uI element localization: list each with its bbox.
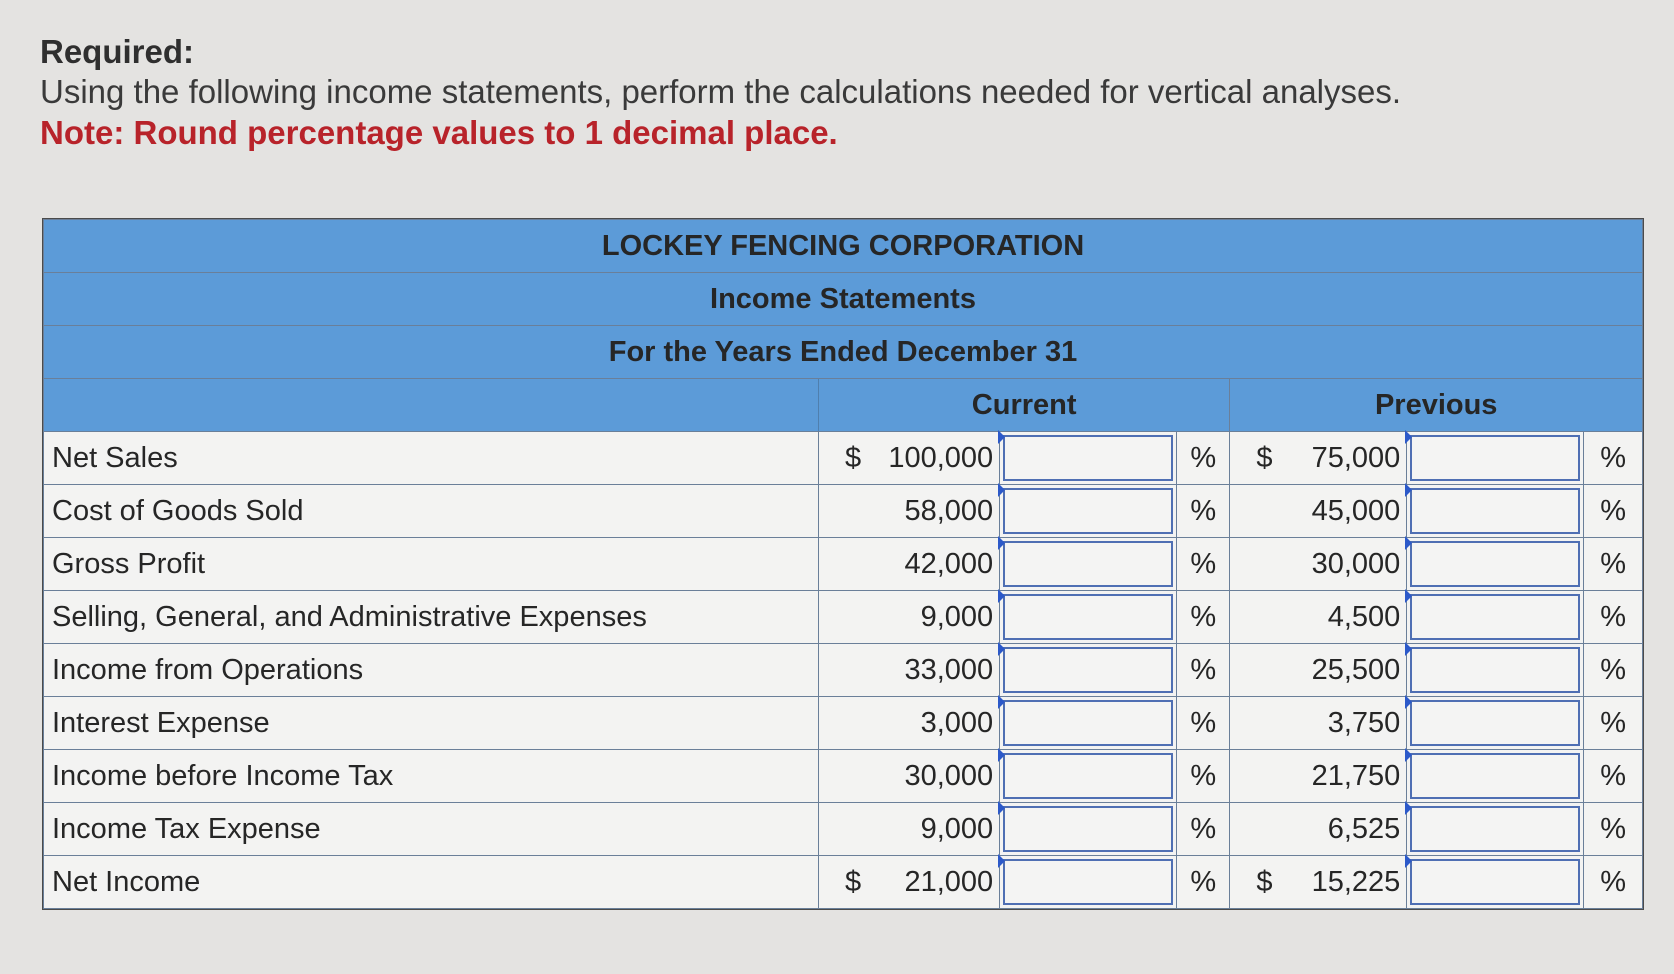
current-percent-input[interactable]	[1003, 541, 1173, 587]
previous-amount: 21,750	[1311, 759, 1401, 792]
current-percent-input[interactable]	[1003, 594, 1173, 640]
instructions	[40, 32, 1600, 154]
input-flag-icon	[1405, 589, 1412, 603]
previous-percent-input-cell	[1407, 485, 1584, 538]
current-amount-cell	[818, 432, 999, 485]
previous-percent-input[interactable]	[1410, 488, 1580, 534]
row-label: Net Income	[44, 856, 819, 909]
row-label: Gross Profit	[44, 538, 819, 591]
previous-amount-cell	[1230, 803, 1407, 856]
statement-row-net-income	[44, 856, 1643, 909]
current-percent-sign: %	[1177, 538, 1230, 591]
previous-amount: 3,750	[1327, 706, 1401, 739]
current-amount: 100,000	[888, 441, 994, 474]
previous-amount: 6,525	[1327, 812, 1401, 845]
previous-amount: 30,000	[1311, 547, 1401, 580]
row-label: Net Sales	[44, 432, 819, 485]
previous-amount-cell	[1230, 644, 1407, 697]
previous-percent-input-cell	[1407, 856, 1584, 909]
label-column-header	[44, 379, 819, 432]
input-flag-icon	[998, 430, 1005, 444]
input-flag-icon	[998, 695, 1005, 709]
input-flag-icon	[998, 801, 1005, 815]
current-percent-input[interactable]	[1003, 753, 1173, 799]
previous-amount-cell	[1230, 432, 1407, 485]
current-column-header: Current	[818, 379, 1229, 432]
previous-percent-sign: %	[1584, 856, 1643, 909]
previous-amount: 25,500	[1311, 653, 1401, 686]
previous-percent-input-cell	[1407, 432, 1584, 485]
required-heading: Required:	[40, 33, 195, 70]
current-percent-input-cell	[1000, 538, 1177, 591]
previous-percent-input[interactable]	[1410, 806, 1580, 852]
previous-percent-input-cell	[1407, 538, 1584, 591]
current-percent-input-cell	[1000, 856, 1177, 909]
previous-percent-input[interactable]	[1410, 647, 1580, 693]
previous-percent-sign: %	[1584, 432, 1643, 485]
previous-percent-input[interactable]	[1410, 700, 1580, 746]
current-amount: 21,000	[904, 865, 994, 898]
current-amount: 30,000	[904, 759, 994, 792]
previous-percent-input-cell	[1407, 697, 1584, 750]
current-amount-cell	[818, 803, 999, 856]
instructions-text: Using the following income statements, perform the calculations needed for vertical analyses.	[40, 73, 1402, 110]
current-percent-input[interactable]	[1003, 488, 1173, 534]
previous-percent-sign: %	[1584, 697, 1643, 750]
previous-percent-sign: %	[1584, 591, 1643, 644]
current-percent-sign: %	[1177, 485, 1230, 538]
rounding-note: Note: Round percentage values to 1 decimal place.	[40, 114, 838, 151]
input-flag-icon	[998, 748, 1005, 762]
input-flag-icon	[1405, 695, 1412, 709]
statement-row-cost-of-goods-sold	[44, 485, 1643, 538]
current-percent-sign: %	[1177, 591, 1230, 644]
company-name: LOCKEY FENCING CORPORATION	[44, 220, 1643, 273]
current-percent-input-cell	[1000, 750, 1177, 803]
statement-row-gross-profit	[44, 538, 1643, 591]
current-percent-input-cell	[1000, 432, 1177, 485]
statement-row-income-before-income-tax	[44, 750, 1643, 803]
previous-percent-input-cell	[1407, 803, 1584, 856]
previous-percent-sign: %	[1584, 538, 1643, 591]
previous-percent-sign: %	[1584, 644, 1643, 697]
previous-amount: 4,500	[1327, 600, 1401, 633]
statement-row-net-sales	[44, 432, 1643, 485]
input-flag-icon	[1405, 430, 1412, 444]
current-amount-cell	[818, 591, 999, 644]
input-flag-icon	[1405, 536, 1412, 550]
current-amount: 58,000	[904, 494, 994, 527]
previous-percent-input[interactable]	[1410, 594, 1580, 640]
current-percent-input[interactable]	[1003, 806, 1173, 852]
input-flag-icon	[998, 483, 1005, 497]
current-amount-cell	[818, 538, 999, 591]
previous-amount-cell	[1230, 697, 1407, 750]
current-amount-cell	[818, 644, 999, 697]
previous-percent-sign: %	[1584, 485, 1643, 538]
input-flag-icon	[1405, 854, 1412, 868]
current-percent-sign: %	[1177, 644, 1230, 697]
previous-amount-cell	[1230, 538, 1407, 591]
current-amount: 3,000	[920, 706, 994, 739]
row-label: Income Tax Expense	[44, 803, 819, 856]
current-percent-sign: %	[1177, 856, 1230, 909]
current-amount-cell	[818, 750, 999, 803]
previous-percent-sign: %	[1584, 750, 1643, 803]
previous-percent-input[interactable]	[1410, 541, 1580, 587]
current-percent-input[interactable]	[1003, 859, 1173, 905]
previous-amount: 75,000	[1311, 441, 1401, 474]
previous-amount-cell	[1230, 856, 1407, 909]
previous-percent-input[interactable]	[1410, 859, 1580, 905]
previous-dollar-sign: $	[1256, 441, 1273, 474]
statement-row-selling-general-and-administrative-expenses	[44, 591, 1643, 644]
previous-percent-input[interactable]	[1410, 435, 1580, 481]
previous-percent-input-cell	[1407, 591, 1584, 644]
current-percent-input-cell	[1000, 803, 1177, 856]
previous-percent-input-cell	[1407, 644, 1584, 697]
input-flag-icon	[1405, 801, 1412, 815]
statement-row-interest-expense	[44, 697, 1643, 750]
input-flag-icon	[998, 854, 1005, 868]
current-percent-input[interactable]	[1003, 435, 1173, 481]
current-percent-sign: %	[1177, 432, 1230, 485]
statement-row-income-tax-expense	[44, 803, 1643, 856]
current-amount: 42,000	[904, 547, 994, 580]
income-statement-table	[43, 219, 1643, 909]
input-flag-icon	[998, 589, 1005, 603]
row-label: Income from Operations	[44, 644, 819, 697]
row-label: Selling, General, and Administrative Expenses	[44, 591, 819, 644]
statement-period: For the Years Ended December 31	[44, 326, 1643, 379]
current-amount-cell	[818, 856, 999, 909]
current-percent-input-cell	[1000, 644, 1177, 697]
current-percent-sign: %	[1177, 697, 1230, 750]
input-flag-icon	[1405, 483, 1412, 497]
input-flag-icon	[998, 536, 1005, 550]
previous-column-header: Previous	[1230, 379, 1643, 432]
current-percent-input-cell	[1000, 485, 1177, 538]
statement-rows	[44, 432, 1643, 909]
current-percent-input-cell	[1000, 697, 1177, 750]
current-dollar-sign: $	[844, 441, 862, 474]
input-flag-icon	[1405, 642, 1412, 656]
previous-percent-input-cell	[1407, 750, 1584, 803]
row-label: Income before Income Tax	[44, 750, 819, 803]
previous-amount-cell	[1230, 750, 1407, 803]
previous-amount-cell	[1230, 591, 1407, 644]
previous-amount-cell	[1230, 485, 1407, 538]
input-flag-icon	[1405, 748, 1412, 762]
statement-row-income-from-operations	[44, 644, 1643, 697]
current-amount-cell	[818, 697, 999, 750]
current-amount: 33,000	[904, 653, 994, 686]
previous-dollar-sign: $	[1256, 865, 1273, 898]
current-percent-sign: %	[1177, 750, 1230, 803]
current-percent-input-cell	[1000, 591, 1177, 644]
current-dollar-sign: $	[844, 865, 862, 898]
input-flag-icon	[998, 642, 1005, 656]
current-percent-input[interactable]	[1003, 647, 1173, 693]
statement-title: Income Statements	[44, 273, 1643, 326]
current-amount-cell	[818, 485, 999, 538]
current-amount: 9,000	[920, 600, 994, 633]
previous-amount: 45,000	[1311, 494, 1401, 527]
previous-percent-sign: %	[1584, 803, 1643, 856]
previous-percent-input[interactable]	[1410, 753, 1580, 799]
income-statement-worksheet	[42, 218, 1644, 910]
current-percent-sign: %	[1177, 803, 1230, 856]
row-label: Cost of Goods Sold	[44, 485, 819, 538]
current-amount: 9,000	[920, 812, 994, 845]
current-percent-input[interactable]	[1003, 700, 1173, 746]
previous-amount: 15,225	[1311, 865, 1401, 898]
row-label: Interest Expense	[44, 697, 819, 750]
